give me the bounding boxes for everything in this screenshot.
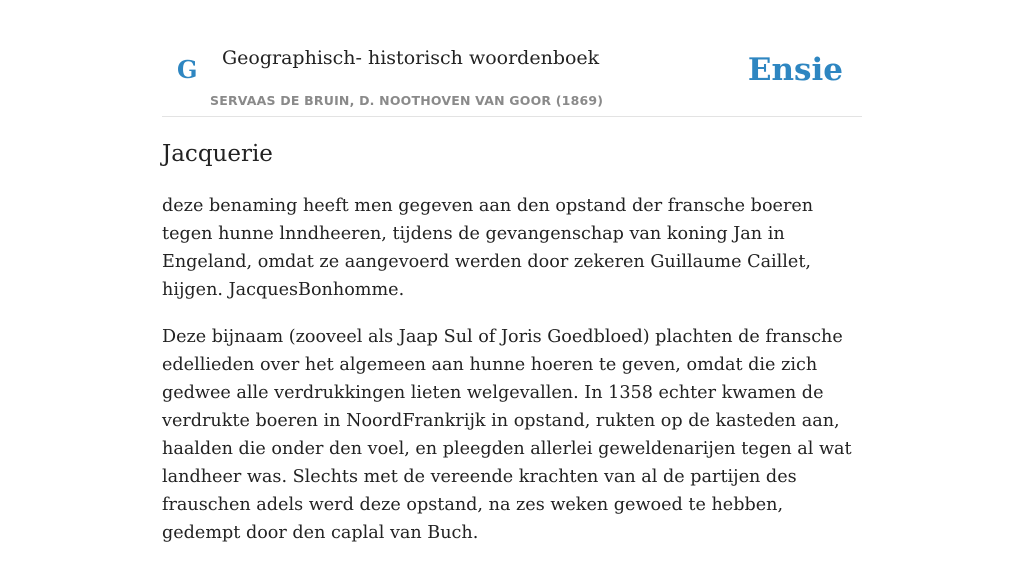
entry-title: Jacquerie: [162, 141, 273, 167]
entry-paragraph-1: deze benaming heeft men gegeven aan den opstand der fransche boeren tegen hunne lnndheeren, tijdens de gevangenschap van koning Jan in Engeland, omdat ze aangevoerd werden door zekeren Guillaume Caillet, hijgen. JacquesBonhomme.: [162, 196, 814, 300]
ensie-logo[interactable]: Ensie: [747, 52, 843, 88]
page-container: [162, 0, 862, 543]
book-title-link[interactable]: Geographisch- historisch woordenboek: [222, 47, 600, 69]
entry-paragraph-2: Deze bijnaam (zooveel als Jaap Sul of Joris Goedbloed) plachten de fransche edellieden over het algemeen aan hunne hoeren te geven, omdat die zich gedwee alle verdrukkingen lieten welgevallen. In 1358 echter kwamen de verdrukte boeren in NoordFrankrijk in opstand, rukten op de kasteden aan, haalden die onder den voel, en pleegden allerlei geweldenarijen tegen al wat landheer was. Slechts met de vereende krachten van al de partijen des frauschen adels werd deze opstand, na zes weken gewoed te hebben, gedempt door den caplal van Buch.: [162, 327, 852, 543]
book-header: [162, 0, 862, 117]
book-author: SERVAAS DE BRUIN, D. NOOTHOVEN VAN GOOR (1869): [210, 93, 604, 108]
book-letter-icon: G: [177, 55, 198, 84]
entry-body: [162, 192, 862, 566]
